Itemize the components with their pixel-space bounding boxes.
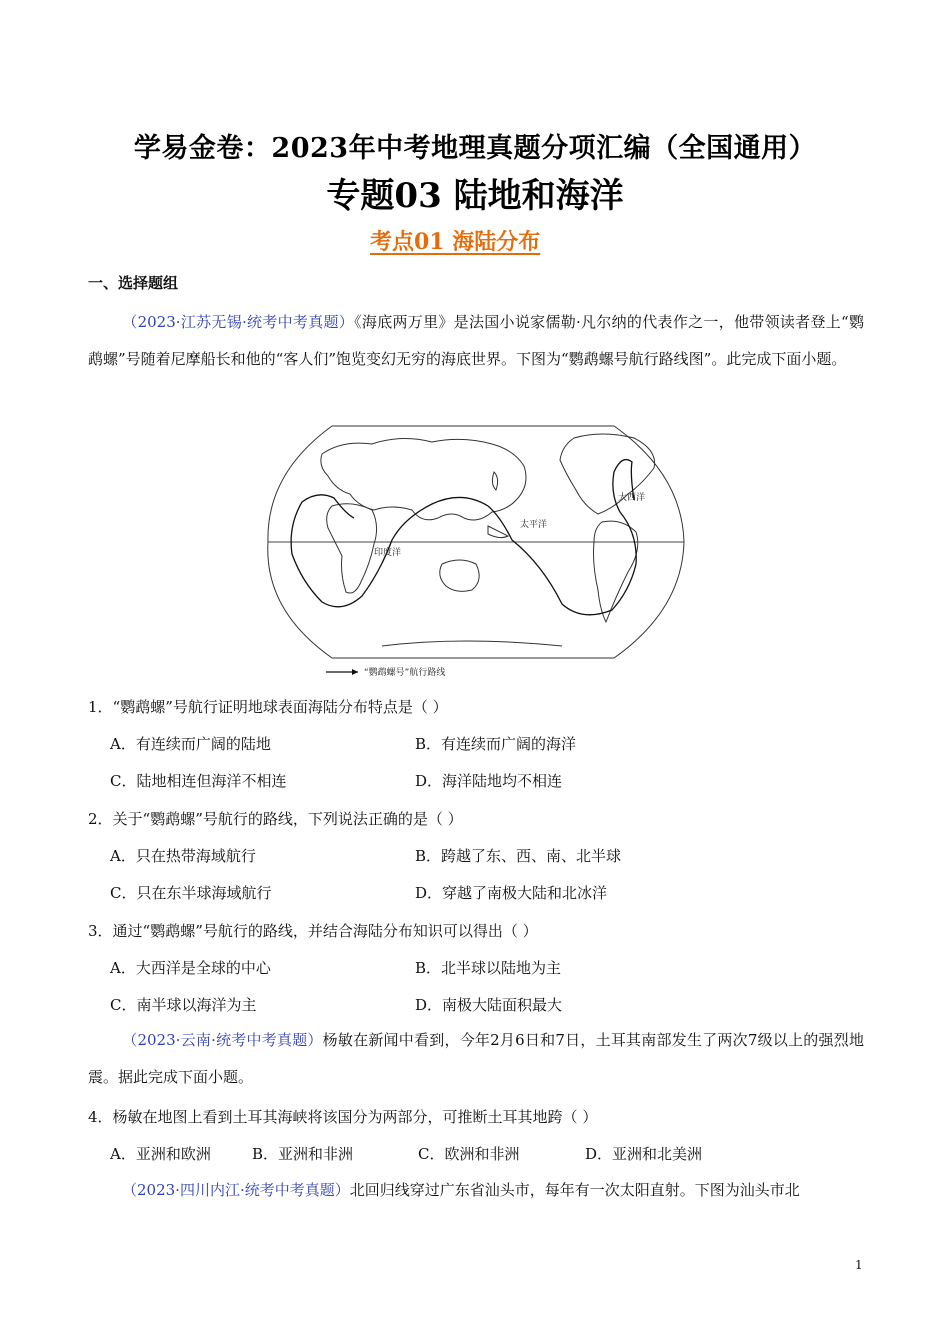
question-4-option-d: D．亚洲和北美洲 <box>585 1145 703 1163</box>
intro-text-1: 《海底两万里》是法国小说家儒勒·凡尔纳的代表作之一，他带领读者登上“鹦鹉螺”号随着尼摩船长和他的“客人们”饱览变幻无穷的海底世界。下图为“鹦鹉螺号航行路线图”。此完成下面小题。 <box>88 313 864 368</box>
intro-text-3: 北回归线穿过广东省汕头市，每年有一次太阳直射。下图为汕头市北 <box>349 1181 800 1199</box>
map-label-pacific: 太平洋 <box>520 520 548 530</box>
question-3-option-a: A．大西洋是全球的中心 <box>110 959 271 977</box>
section-heading: 一、选择题组 <box>88 274 179 292</box>
question-2-option-c: C．只在东半球海域航行 <box>110 884 272 902</box>
document-title: 学易金卷：2023年中考地理真题分项汇编（全国通用） <box>133 133 817 164</box>
question-4-stem: 4．杨敏在地图上看到土耳其海峡将该国分为两部分，可推断土耳其地跨（ ） <box>88 1108 598 1126</box>
source-tag-3: （2023·四川内江·统考中考真题） <box>122 1181 350 1199</box>
question-4-option-a: A．亚洲和欧洲 <box>110 1145 211 1163</box>
map-legend-text: “鹦鹉螺号”航行路线 <box>364 668 446 678</box>
question-2-option-a: A．只在热带海域航行 <box>110 847 256 865</box>
question-2-option-d: D．穿越了南极大陆和北冰洋 <box>415 884 608 902</box>
question-1-option-d: D．海洋陆地均不相连 <box>415 772 563 790</box>
australia-continent <box>440 560 479 591</box>
south-america-continent <box>594 521 638 622</box>
intro-paragraph-2 <box>88 1022 864 1096</box>
question-1-option-c: C．陆地相连但海洋不相连 <box>110 772 287 790</box>
intro-paragraph-1 <box>88 304 864 378</box>
question-3-option-b: B．北半球以陆地为主 <box>415 959 562 977</box>
question-1-stem: 1．“鹦鹉螺”号航行证明地球表面海陆分布特点是（ ） <box>88 698 448 716</box>
antarctica-coast <box>382 641 562 646</box>
question-4-option-b: B．亚洲和非洲 <box>252 1145 354 1163</box>
source-tag-1: （2023·江苏无锡·统考中考真题） <box>122 313 355 331</box>
topic-title: 考点01 海陆分布 <box>370 229 541 255</box>
map-label-atlantic: 大西洋 <box>618 493 646 503</box>
question-1-option-b: B．有连续而广阔的海洋 <box>415 735 577 753</box>
eurasia-continent <box>321 438 526 520</box>
page-number: 1 <box>855 1258 863 1272</box>
question-2-option-b: B．跨越了东、西、南、北半球 <box>415 847 622 865</box>
voyage-route-map <box>262 414 690 682</box>
intro-paragraph-3 <box>88 1172 864 1209</box>
source-tag-2: （2023·云南·统考中考真题） <box>122 1031 323 1049</box>
question-3-option-c: C．南半球以海洋为主 <box>110 996 257 1014</box>
question-3-stem: 3．通过“鹦鹉螺”号航行的路线，并结合海陆分布知识可以得出（ ） <box>88 922 538 940</box>
intro-text-2: 杨敏在新闻中看到，今年2月6日和7日，土耳其南部发生了两次7级以上的强烈地震。据此完成下面小题。 <box>88 1031 864 1086</box>
map-label-indian: 印度洋 <box>374 548 402 558</box>
question-3-option-d: D．南极大陆面积最大 <box>415 996 563 1014</box>
question-2-stem: 2．关于“鹦鹉螺”号航行的路线，下列说法正确的是（ ） <box>88 810 463 828</box>
question-4-option-c: C．欧洲和非洲 <box>418 1145 520 1163</box>
question-1-option-a: A．有连续而广阔的陆地 <box>110 735 271 753</box>
chapter-title: 专题03 陆地和海洋 <box>326 176 624 216</box>
